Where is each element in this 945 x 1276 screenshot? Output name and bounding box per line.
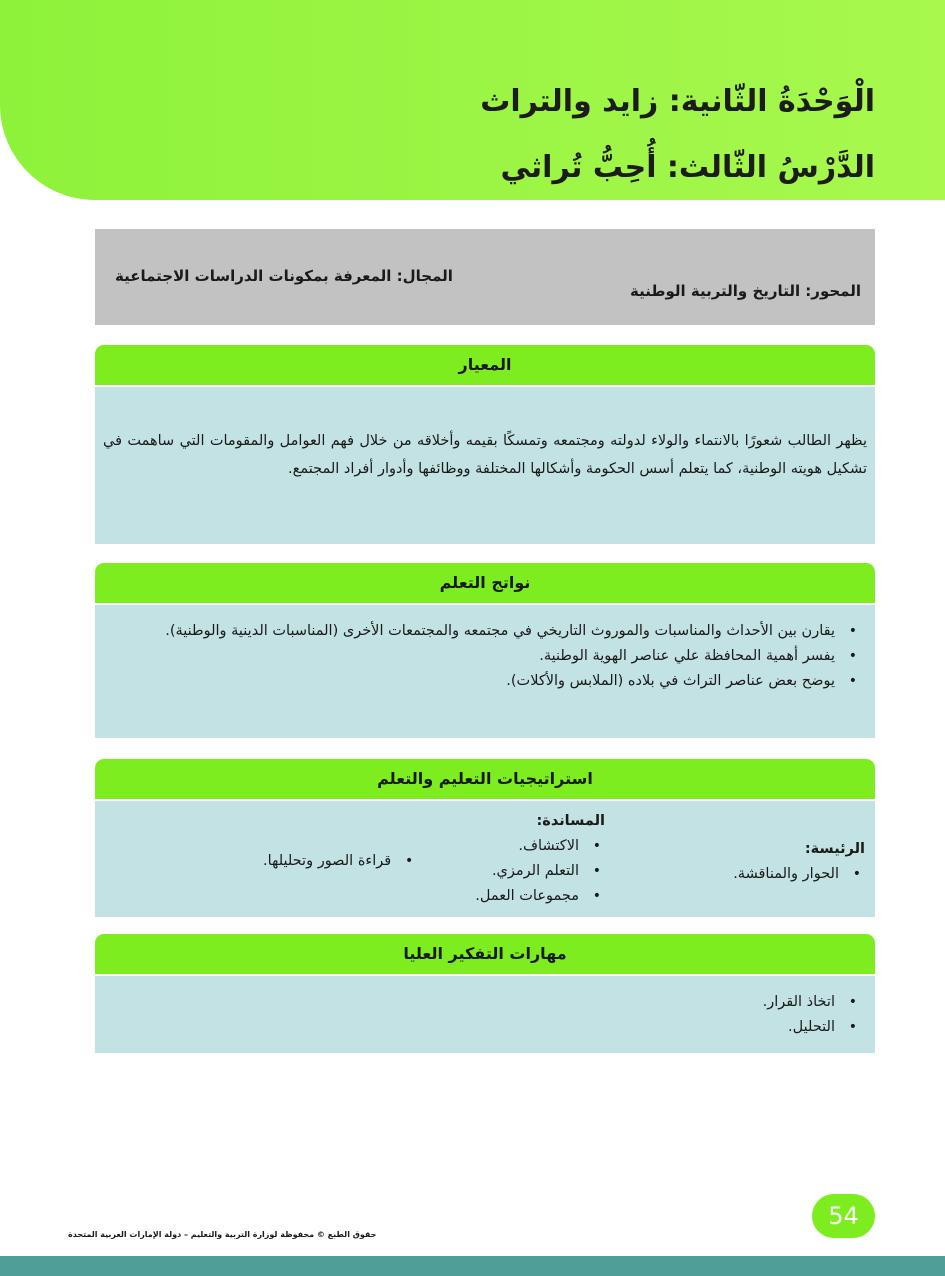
axis-label: المحور: التاريخ والتربية الوطنية (629, 282, 861, 300)
meta-box (95, 229, 875, 325)
list-item: • التحليل. (107, 1015, 861, 1040)
skills-heading: مهارات التفكير العليا (95, 934, 875, 974)
strategies-heading: استراتيجيات التعليم والتعلم (95, 759, 875, 799)
list-item: • يفسر أهمية المحافظة علي عناصر الهوية الوطنية. (107, 644, 861, 669)
extra-strategies (263, 849, 417, 874)
unit-title: الْوَحْدَةُ الثّانية: زايد والتراث (480, 84, 875, 119)
list-item: • اتخاذ القرار. (107, 990, 861, 1015)
main-label: الرئيسة: (804, 841, 865, 857)
support-label: المساندة: (536, 813, 605, 829)
support-strategies (475, 809, 605, 909)
main-strategies (733, 837, 865, 887)
list-item: • يوضح بعض عناصر التراث في بلاده (الملابس والأكلات). (107, 669, 861, 694)
skills-body (95, 976, 875, 1053)
footer-bar (0, 1256, 945, 1276)
domain-label: المجال: المعرفة بمكونات الدراسات الاجتماعية (115, 267, 453, 285)
strategies-body (95, 801, 875, 917)
list-item: • الاكتشاف. (475, 834, 605, 859)
standard-heading: المعيار (95, 345, 875, 385)
outcomes-heading: نواتج التعلم (95, 563, 875, 603)
copyright-notice: حقوق الطبع © محفوظة لوزارة التربية والتعليم – دولة الإمارات العربية المتحدة (68, 1230, 377, 1239)
lesson-title: الدَّرْسُ الثّالث: أُحِبُّ تُراثي (500, 150, 875, 185)
standard-section (95, 345, 875, 544)
list-item: • مجموعات العمل. (475, 884, 605, 909)
outcomes-section (95, 563, 875, 738)
outcomes-body (95, 605, 875, 738)
list-item: • قراءة الصور وتحليلها. (263, 849, 417, 874)
list-item: • الحوار والمناقشة. (733, 862, 865, 887)
strategies-section (95, 759, 875, 917)
list-item: • التعلم الرمزي. (475, 859, 605, 884)
page-number: 54 (812, 1194, 875, 1238)
standard-body: يظهر الطالب شعورًا بالانتماء والولاء لدولته ومجتمعه وتمسكًا بقيمه وأخلاقه من خلال فهم العوامل والمقومات التي ساهمت في تشكيل هويته الوطنية، كما يتعلم أسس الحكومة وأشكالها المختلفة ووظائفها وأدوار أفراد المجتمع. (95, 387, 875, 544)
list-item: • يقارن بين الأحداث والمناسبات والموروث التاريخي في مجتمعه والمجتمعات الأخرى (المناسبات الدينية والوطنية). (107, 619, 861, 644)
skills-section (95, 934, 875, 1053)
